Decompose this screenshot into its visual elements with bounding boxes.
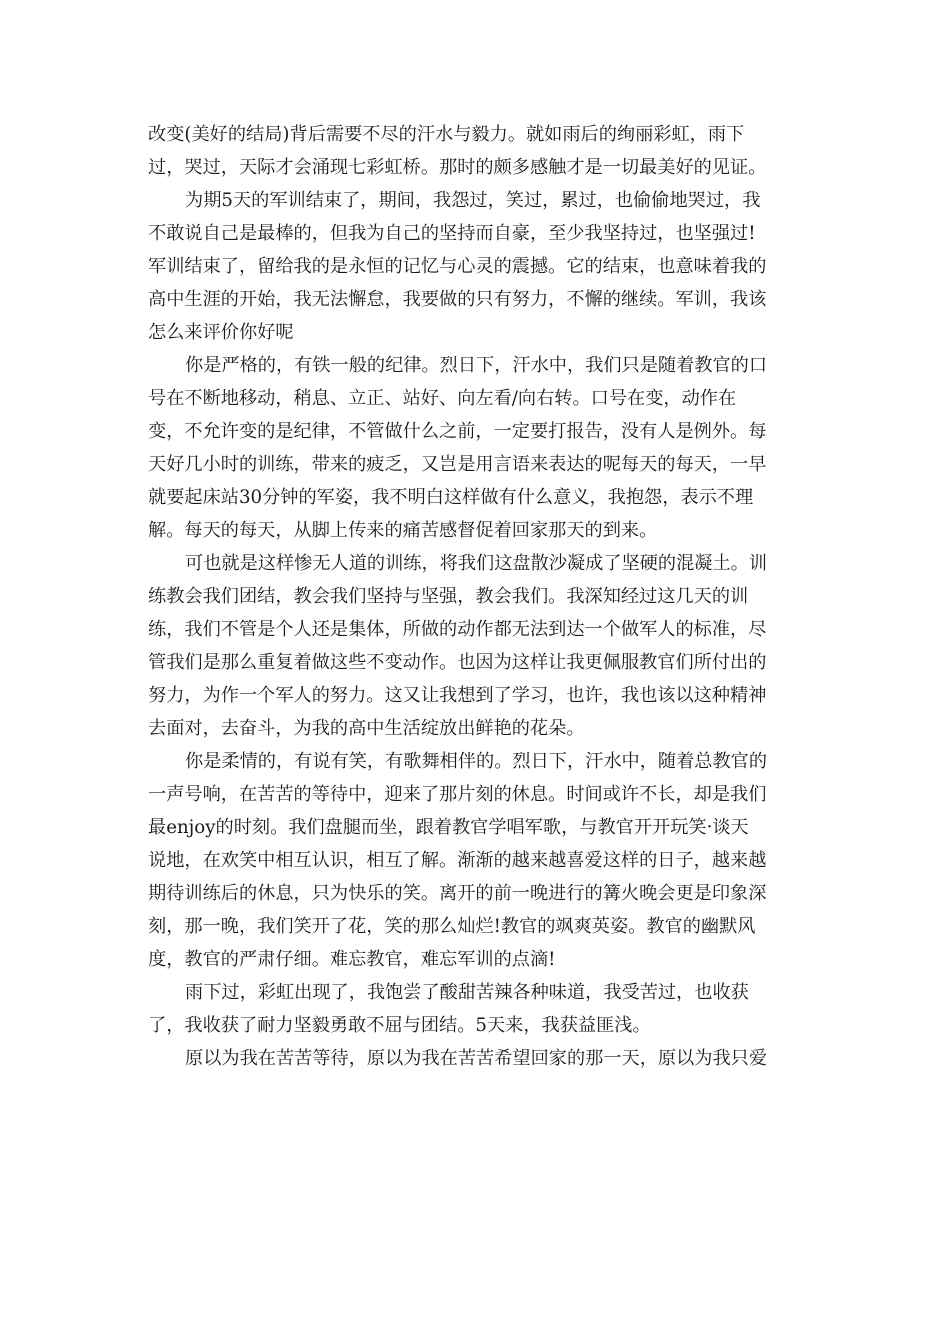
text-line: 一声号响，在苦苦的等待中，迎来了那片刻的休息。时间或许不长，却是我们: [148, 784, 767, 805]
paragraph-first-line: 为期5天的军训结束了，期间，我怨过，笑过，累过，也偷偷地哭过，我: [185, 190, 761, 211]
text-line: 期待训练后的休息，只为快乐的笑。离开的前一晚进行的篝火晚会更是印象深: [148, 883, 767, 904]
paragraph-first-line: 你是柔情的，有说有笑，有歌舞相伴的。烈日下，汗水中，随着总教官的: [185, 751, 768, 772]
text-line: 怎么来评价你好呢: [148, 322, 294, 343]
text-line: 练教会我们团结，教会我们坚持与坚强，教会我们。我深知经过这几天的训: [148, 586, 749, 607]
text-line: 号在不断地移动，稍息、立正、站好、向左看/向右转。口号在变，动作在: [148, 388, 737, 409]
paragraph-first-line: 雨下过，彩虹出现了，我饱尝了酸甜苦辣各种味道，我受苦过，也收获: [185, 982, 749, 1003]
paragraph-first-line: 原以为我在苦苦等待，原以为我在苦苦希望回家的那一天，原以为我只爱: [185, 1048, 768, 1069]
text-line: 高中生涯的开始，我无法懈怠，我要做的只有努力，不懈的继续。军训，我该: [148, 289, 767, 310]
text-line: 变，不允许变的是纪律，不管做什么之前，一定要打报告，没有人是例外。每: [148, 421, 767, 442]
text-line: 最enjoy的时刻。我们盘腿而坐，跟着教官学唱军歌，与教官开开玩笑·谈天: [148, 817, 749, 838]
text-line: 练，我们不管是个人还是集体，所做的动作都无法到达一个做军人的标准，尽: [148, 619, 767, 640]
text-line: 去面对，去奋斗，为我的高中生活绽放出鲜艳的花朵。: [148, 718, 585, 739]
text-line: 改变(美好的结局)背后需要不尽的汗水与毅力。就如雨后的绚丽彩虹，雨下: [148, 124, 745, 145]
text-line: 说地，在欢笑中相互认识，相互了解。渐渐的越来越喜爱这样的日子，越来越: [148, 850, 767, 871]
text-line: 过，哭过，天际才会涌现七彩虹桥。那时的颇多感触才是一切最美好的见证。: [148, 157, 767, 178]
text-line: 努力，为作一个军人的努力。这又让我想到了学习，也许，我也该以这种精神: [148, 685, 767, 706]
text-line: 度，教官的严肃仔细。难忘教官，难忘军训的点滴!: [148, 949, 556, 970]
text-line: 解。每天的每天，从脚上传来的痛苦感督促着回家那天的到来。: [148, 520, 658, 541]
text-line: 刻，那一晚，我们笑开了花，笑的那么灿烂!教官的飒爽英姿。教官的幽默风: [148, 916, 756, 937]
text-line: 管我们是那么重复着做这些不变动作。也因为这样让我更佩服教官们所付出的: [148, 652, 767, 673]
paragraph-first-line: 你是严格的，有铁一般的纪律。烈日下，汗水中，我们只是随着教官的口: [185, 355, 768, 376]
text-line: 天好几小时的训练，带来的疲乏，又岂是用言语来表达的呢每天的每天，一早: [148, 454, 767, 475]
text-line: 军训结束了，留给我的是永恒的记忆与心灵的震撼。它的结束，也意味着我的: [148, 256, 767, 277]
text-line: 不敢说自己是最棒的，但我为自己的坚持而自豪，至少我坚持过，也坚强过!: [148, 223, 756, 244]
paragraph-first-line: 可也就是这样惨无人道的训练，将我们这盘散沙凝成了坚硬的混凝土。训: [185, 553, 768, 574]
text-line: 就要起床站30分钟的军姿，我不明白这样做有什么意义，我抱怨，表示不理: [148, 487, 754, 508]
body-text: [148, 118, 808, 1075]
text-line: 了，我收获了耐力坚毅勇敢不屈与团结。5天来，我获益匪浅。: [148, 1015, 651, 1036]
